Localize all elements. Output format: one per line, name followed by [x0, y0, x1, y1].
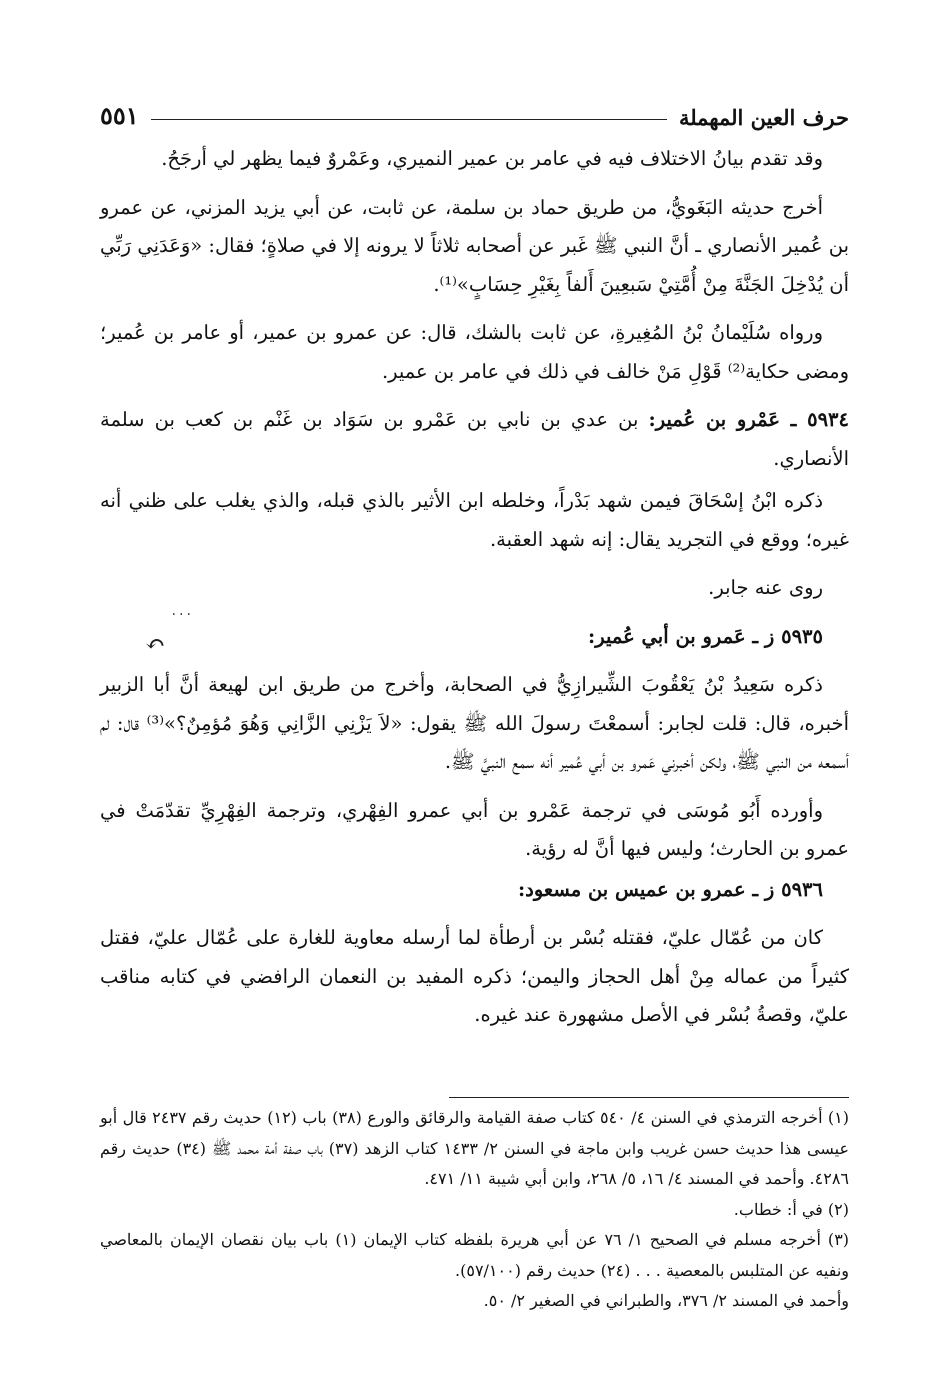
paragraph-1: وقد تقدم بيانُ الاختلاف فيه في عامر بن عمير النميري، وعَمْروٌ فيما يظهر لي أرجَحُ. [161, 147, 823, 170]
footnote-2: (٢) في أ: خطاب. [733, 1199, 849, 1219]
footnote-3: (٣) أخرجه مسلم في الصحيح ١/ ٧٦ عن أبي هريرة بلفظه كتاب الإيمان (١) باب بيان نقصان الإيمان بالمعاصي ونفيه عن المتلبس بالمعصية . . . (٢٤) حديث رقم (٥٧/١٠٠). [100, 1230, 850, 1280]
running-header [100, 90, 849, 130]
page-number: ٥٥١ [100, 101, 139, 130]
entry-5934-narrator: روى عنه جابر. [708, 576, 823, 599]
entry-heading-5935: ٥٩٣٥ ز ـ عَمرو بن أبي عُمير: [588, 624, 823, 648]
chapter-title: حرف العين المهملة [678, 105, 849, 130]
entry-5934-text: ذكره ابْنُ إسْحَاقَ فيمن شهد بَدْراً، وخلطه ابن الأثير بالذي قبله، والذي يغلب على ظني أنه غيره؛ ووقع في التجريد يقال: إنه شهد العقبة. [100, 489, 849, 551]
entry-heading-5936: ٥٩٣٦ ز ـ عمرو بن عميس بن مسعود: [517, 877, 823, 901]
footnote-rule [449, 1097, 849, 1098]
entry-heading-5934: ٥٩٣٤ ـ عَمْرو بن عُمير: [648, 408, 849, 431]
entry-5935-text: ذكره سَعِيدُ بْنُ يَعْقُوبَ الشِّيرازِيُّ في الصحابة، وأخرج من طريق ابن لهيعة أنَّ أبا الزبير أخبره، قال: قلت لجابر: أسمعْتَ رسولَ الله ﷺ يقول: «لاَ يَزْنِي الزَّانِي وَهُوَ مُؤمِنٌ؟»⁽³⁾ قال: لم أسمعه من النبي ﷺ، ولكن أخبرني عَمرو بن أبي عُمير أنه سمع النبيَّ ﷺ. [100, 673, 850, 773]
footnotes [100, 1103, 849, 1317]
header-rule [151, 119, 667, 120]
entry-5936-text: كان من عُمّال عليّ، فقتله بُسْر بن أرطأة لما أرسله معاوية للغارة على عُمّال عليّ، فقتل كثيراً من عماله مِنْ أهل الحجاز واليمن؛ ذكره المفيد بن النعمان الرافضي في كتابه مناقب عليّ، وقصةُ بُسْر في الأصل مشهورة عند غيره. [100, 926, 849, 1026]
paragraph-3: ورواه سُلَيْمانُ بْنُ المُغِيرةِ، عن ثابت بالشك، قال: عن عمرو بن عمير، أو عامر بن عُمير؛ ومضى حكاية⁽²⁾ قَوْلِ مَنْ خالف في ذلك في عامر بن عمير. [100, 321, 849, 383]
paragraph-2: أخرج حديثه البَغَويُّ، من طريق حماد بن سلمة، عن ثابت، عن أبي يزيد المزني، عن عمرو بن عُمير الأنصاري ـ أنَّ النبي ﷺ غَبر عن أصحابه ثلاثاً لا يرونه إلا في صلاةٍ؛ فقال: «وَعَدَنِي رَبِّي أن يُدْخِلَ الجَنَّةَ مِنْ أُمَّتِيْ سَبعِينَ أَلفاً بِغَيْرِ حِسَابٍ»⁽¹⁾. [100, 195, 849, 296]
entry-5934 [100, 401, 849, 478]
entry-5934-lineage: بن عدي بن نابي بن عَمْرو بن سَوَاد بن غَنْم بن كعب بن سلمة الأنصاري. [100, 408, 849, 470]
main-text [100, 140, 849, 1045]
entry-5935-text-2: وأورده أَبُو مُوسَى في ترجمة عَمْرو بن أبي عمرو الفِهْري، وترجمة الفِهْرِيِّ تقدّمَتْ في عمرو بن الحارث؛ وليس فيها أنَّ له رؤية. [100, 798, 849, 860]
margin-arrow-mark: ↶ [145, 630, 166, 658]
footnote-3-continued: وأحمد في المسند ٢/ ٣٧٦، والطبراني في الصغير ٢/ ٥٠. [483, 1291, 849, 1310]
margin-dots: ٠٠٠ [170, 606, 193, 622]
footnote-1: (١) أخرجه الترمذي في السنن ٤/ ٥٤٠ كتاب صفة القيامة والرقائق والورع (٣٨) باب (١٢) حديث رقم ٢٤٣٧ قال أبو عيسى هذا حديث حسن غريب وابن ماجة في السنن ٢/ ١٤٣٣ كتاب الزهد (٣٧) باب صفة أمة محمد ﷺ (٣٤) حديث رقم ٤٢٨٦. وأحمد في المسند ٤/ ١٦، ٥/ ٢٦٨، وابن أبي شيبة ١١/ ٤٧١. [100, 1108, 850, 1188]
